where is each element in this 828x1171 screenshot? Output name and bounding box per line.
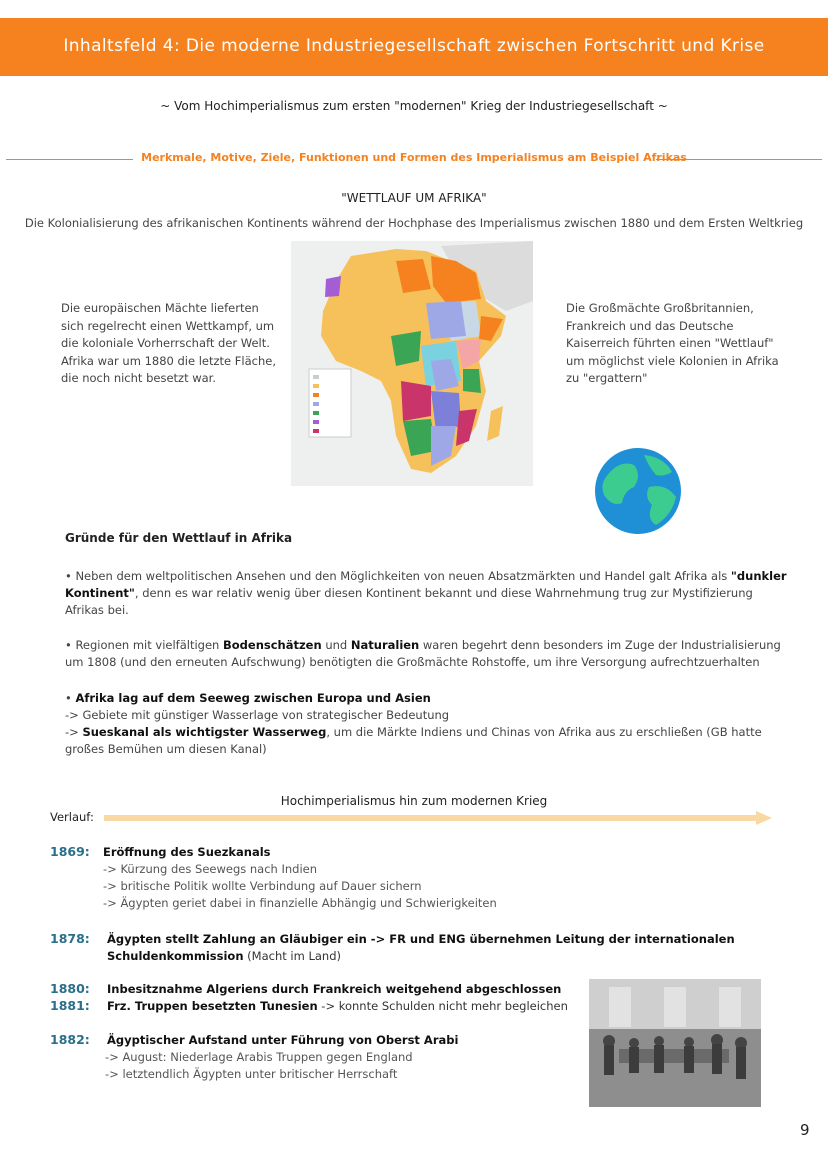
event-1869-heading bbox=[103, 844, 271, 861]
event-1869-title: Eröffnung des Suezkanals bbox=[103, 845, 271, 859]
bullet: • bbox=[65, 638, 72, 652]
year-1878: 1878: bbox=[50, 931, 90, 946]
reason-3-bold-suez: Sueskanal als wichtigster Wasserweg bbox=[82, 725, 327, 739]
page-title: Inhaltsfeld 4: Die moderne Industriegesellschaft zwischen Fortschritt und Krise bbox=[63, 36, 765, 56]
reason-1 bbox=[65, 568, 795, 619]
event-1880-title: Inbesitznahme Algeriens durch Frankreich weitgehend abgeschlossen bbox=[107, 982, 562, 996]
event-1878-title-2: Schuldenkommission bbox=[107, 949, 244, 963]
race-left-text: Die europäischen Mächte lieferten sich regelrecht einen Wettkampf, um die koloniale Vorherrschaft der Welt. Afrika war um 1880 die letzte Fläche, die noch nicht besetzt war. bbox=[61, 301, 276, 385]
reason-3-line-1 bbox=[65, 690, 795, 707]
event-1869-line-2: -> britische Politik wollte Verbindung auf Dauer sichern bbox=[103, 879, 422, 893]
year-1880: 1880: bbox=[50, 981, 90, 996]
year-1869: 1869: bbox=[50, 844, 90, 859]
event-1882-line-1: -> August: Niederlage Arabis Truppen gegen England bbox=[105, 1050, 413, 1064]
historical-engraving-image bbox=[589, 979, 761, 1107]
reason-3-bold: Afrika lag auf dem Seeweg zwischen Europa und Asien bbox=[75, 691, 431, 705]
africa-map-graphic bbox=[291, 241, 533, 486]
reason-1-bold: "dunkler Kontinent" bbox=[65, 569, 787, 600]
event-1880 bbox=[107, 981, 561, 998]
bullet: • bbox=[65, 569, 72, 583]
reason-2 bbox=[65, 637, 795, 671]
event-1881-title: Frz. Truppen besetzten Tunesien bbox=[107, 999, 318, 1013]
globe-icon bbox=[594, 447, 682, 535]
event-1878-title: Ägypten stellt Zahlung an Gläubiger ein -> FR und ENG übernehmen Leitung der internationalen bbox=[107, 932, 735, 946]
event-1882 bbox=[107, 1032, 458, 1049]
page-subtitle: ~ Vom Hochimperialismus zum ersten "modernen" Krieg der Industriegesellschaft ~ bbox=[160, 99, 668, 113]
reason-3-line-2: -> Gebiete mit günstiger Wasserlage von strategischer Bedeutung bbox=[65, 708, 450, 722]
race-right-text: Die Großmächte Großbritannien, Frankreich und das Deutsche Kaiserreich führten einen "Wettlauf" um möglichst viele Kolonien in Afrika zu "ergattern" bbox=[566, 301, 779, 385]
event-1869-line-3: -> Ägypten geriet dabei in finanzielle Abhängig und Schwierigkeiten bbox=[103, 896, 497, 910]
reason-3-line-3 bbox=[65, 724, 795, 758]
section-title: Merkmale, Motive, Ziele, Funktionen und Formen des Imperialismus am Beispiel Afrikas bbox=[141, 151, 687, 164]
event-1878 bbox=[107, 931, 747, 965]
reason-3-text: , um die Märkte Indiens und Chinas von Afrika aus zu erschließen (GB hatte großes Bemühen um diesen Kanal) bbox=[65, 725, 762, 756]
timeline-title: Hochimperialismus hin zum modernen Krieg bbox=[280, 794, 548, 808]
event-1881-note: -> konnte Schulden nicht mehr begleichen bbox=[317, 999, 568, 1013]
year-1881: 1881: bbox=[50, 998, 90, 1013]
reason-2-bold-b: Naturalien bbox=[350, 638, 420, 652]
race-title: "WETTLAUF UM AFRIKA" bbox=[341, 191, 487, 205]
event-1869-line-1: -> Kürzung des Seewegs nach Indien bbox=[103, 862, 318, 876]
event-1882-line-2: -> letztendlich Ägypten unter britischer Herrschaft bbox=[105, 1067, 398, 1081]
timeline-label: Verlauf: bbox=[50, 810, 94, 824]
reasons-heading: Gründe für den Wettlauf in Afrika bbox=[65, 531, 293, 545]
reason-1-text-a: Neben dem weltpolitischen Ansehen und den Möglichkeiten von neuen Absatzmärkten und Handel galt Afrika als bbox=[75, 569, 731, 583]
reason-3 bbox=[65, 690, 795, 758]
reason-2-text-a: Regionen mit vielfältigen bbox=[75, 638, 223, 652]
event-1881 bbox=[107, 998, 568, 1015]
timeline-arrow bbox=[104, 810, 774, 826]
reason-2-text-b: und bbox=[321, 638, 351, 652]
page-number: 9 bbox=[800, 1121, 810, 1139]
event-1878-note: (Macht im Land) bbox=[243, 949, 341, 963]
bullet: • bbox=[65, 691, 72, 705]
event-1882-title: Ägyptischer Aufstand unter Führung von Oberst Arabi bbox=[107, 1033, 459, 1047]
africa-colonial-map bbox=[291, 241, 533, 486]
year-1882: 1882: bbox=[50, 1032, 90, 1047]
race-description: Die Kolonialisierung des afrikanischen Kontinents während der Hochphase des Imperialismus zwischen 1880 und dem Ersten Weltkrieg bbox=[24, 216, 804, 230]
reason-2-bold-a: Bodenschätzen bbox=[223, 638, 322, 652]
reason-1-text-b: , denn es war relativ wenig über diesen Kontinent bekannt und diese Wahrnehmung trug zur Mystifizierung Afrikas bei. bbox=[65, 586, 753, 617]
reason-2-text-c: waren begehrt denn besonders im Zuge der Industrialisierung um 1808 (und den erneuten Aufschwung) benötigten die Großmächte Rohstoffe, um ihre Versorgung aufrechtzuerhalten bbox=[65, 638, 781, 669]
reason-3-arrow: -> bbox=[65, 725, 83, 739]
